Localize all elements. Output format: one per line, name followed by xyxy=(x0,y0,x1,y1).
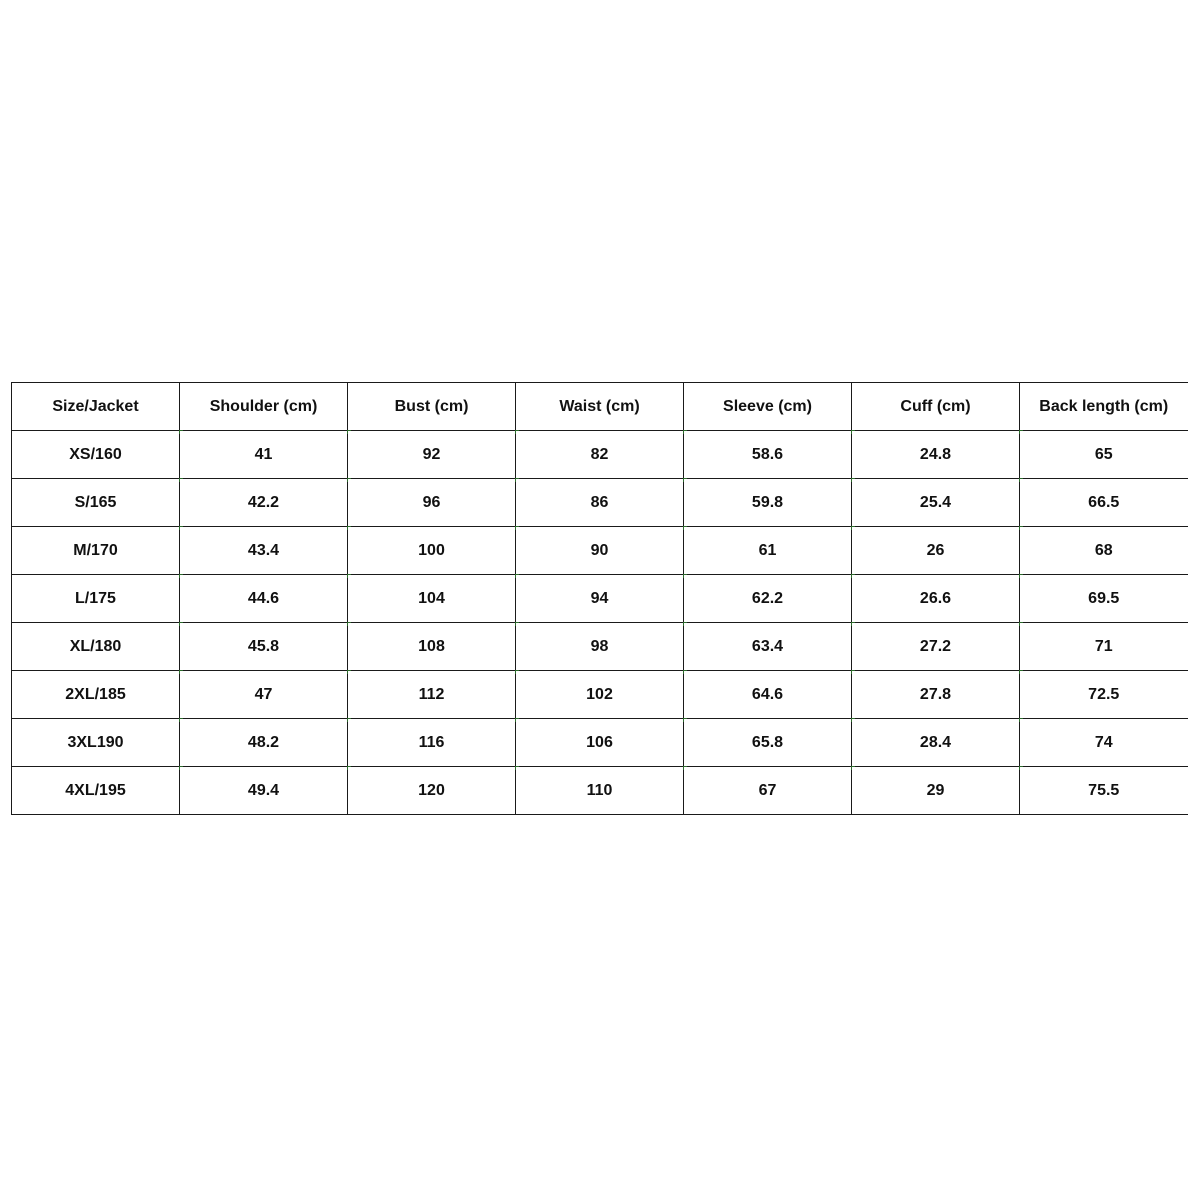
cell-shoulder: 42.2 xyxy=(180,479,348,527)
cell-waist: 110 xyxy=(516,767,684,815)
cell-cuff: 29 xyxy=(852,767,1020,815)
header-shoulder: Shoulder (cm) xyxy=(180,383,348,431)
cell-size: 2XL/185 xyxy=(12,671,180,719)
cell-sleeve: 67 xyxy=(684,767,852,815)
cell-back-length: 66.5 xyxy=(1020,479,1188,527)
cell-sleeve: 61 xyxy=(684,527,852,575)
cell-size: L/175 xyxy=(12,575,180,623)
cell-size: XL/180 xyxy=(12,623,180,671)
cell-back-length: 71 xyxy=(1020,623,1188,671)
cell-size: M/170 xyxy=(12,527,180,575)
cell-sleeve: 59.8 xyxy=(684,479,852,527)
size-chart-body xyxy=(12,431,1188,815)
cell-cuff: 28.4 xyxy=(852,719,1020,767)
cell-cuff: 27.2 xyxy=(852,623,1020,671)
header-sleeve: Sleeve (cm) xyxy=(684,383,852,431)
cell-size: 4XL/195 xyxy=(12,767,180,815)
table-row xyxy=(12,623,1188,671)
cell-shoulder: 49.4 xyxy=(180,767,348,815)
header-waist: Waist (cm) xyxy=(516,383,684,431)
cell-waist: 90 xyxy=(516,527,684,575)
cell-sleeve: 65.8 xyxy=(684,719,852,767)
cell-back-length: 68 xyxy=(1020,527,1188,575)
cell-back-length: 72.5 xyxy=(1020,671,1188,719)
header-size: Size/Jacket xyxy=(12,383,180,431)
cell-waist: 98 xyxy=(516,623,684,671)
table-row xyxy=(12,479,1188,527)
cell-shoulder: 43.4 xyxy=(180,527,348,575)
cell-waist: 86 xyxy=(516,479,684,527)
header-back-length: Back length (cm) xyxy=(1020,383,1188,431)
header-cuff: Cuff (cm) xyxy=(852,383,1020,431)
cell-bust: 120 xyxy=(348,767,516,815)
cell-waist: 94 xyxy=(516,575,684,623)
cell-sleeve: 62.2 xyxy=(684,575,852,623)
cell-sleeve: 64.6 xyxy=(684,671,852,719)
cell-bust: 112 xyxy=(348,671,516,719)
cell-shoulder: 41 xyxy=(180,431,348,479)
cell-waist: 106 xyxy=(516,719,684,767)
cell-bust: 92 xyxy=(348,431,516,479)
cell-bust: 100 xyxy=(348,527,516,575)
table-row xyxy=(12,431,1188,479)
cell-size: XS/160 xyxy=(12,431,180,479)
table-row xyxy=(12,719,1188,767)
cell-shoulder: 44.6 xyxy=(180,575,348,623)
header-bust: Bust (cm) xyxy=(348,383,516,431)
size-chart-table xyxy=(11,382,1188,815)
cell-sleeve: 63.4 xyxy=(684,623,852,671)
cell-back-length: 75.5 xyxy=(1020,767,1188,815)
cell-cuff: 25.4 xyxy=(852,479,1020,527)
cell-cuff: 26.6 xyxy=(852,575,1020,623)
cell-cuff: 27.8 xyxy=(852,671,1020,719)
cell-shoulder: 48.2 xyxy=(180,719,348,767)
cell-cuff: 24.8 xyxy=(852,431,1020,479)
table-row xyxy=(12,527,1188,575)
cell-size: 3XL190 xyxy=(12,719,180,767)
cell-back-length: 74 xyxy=(1020,719,1188,767)
table-row xyxy=(12,671,1188,719)
cell-shoulder: 47 xyxy=(180,671,348,719)
cell-cuff: 26 xyxy=(852,527,1020,575)
cell-bust: 116 xyxy=(348,719,516,767)
table-row xyxy=(12,575,1188,623)
table-row xyxy=(12,767,1188,815)
cell-waist: 102 xyxy=(516,671,684,719)
cell-shoulder: 45.8 xyxy=(180,623,348,671)
cell-size: S/165 xyxy=(12,479,180,527)
cell-back-length: 69.5 xyxy=(1020,575,1188,623)
cell-bust: 104 xyxy=(348,575,516,623)
cell-sleeve: 58.6 xyxy=(684,431,852,479)
header-row xyxy=(12,383,1188,431)
cell-bust: 96 xyxy=(348,479,516,527)
cell-back-length: 65 xyxy=(1020,431,1188,479)
cell-waist: 82 xyxy=(516,431,684,479)
cell-bust: 108 xyxy=(348,623,516,671)
